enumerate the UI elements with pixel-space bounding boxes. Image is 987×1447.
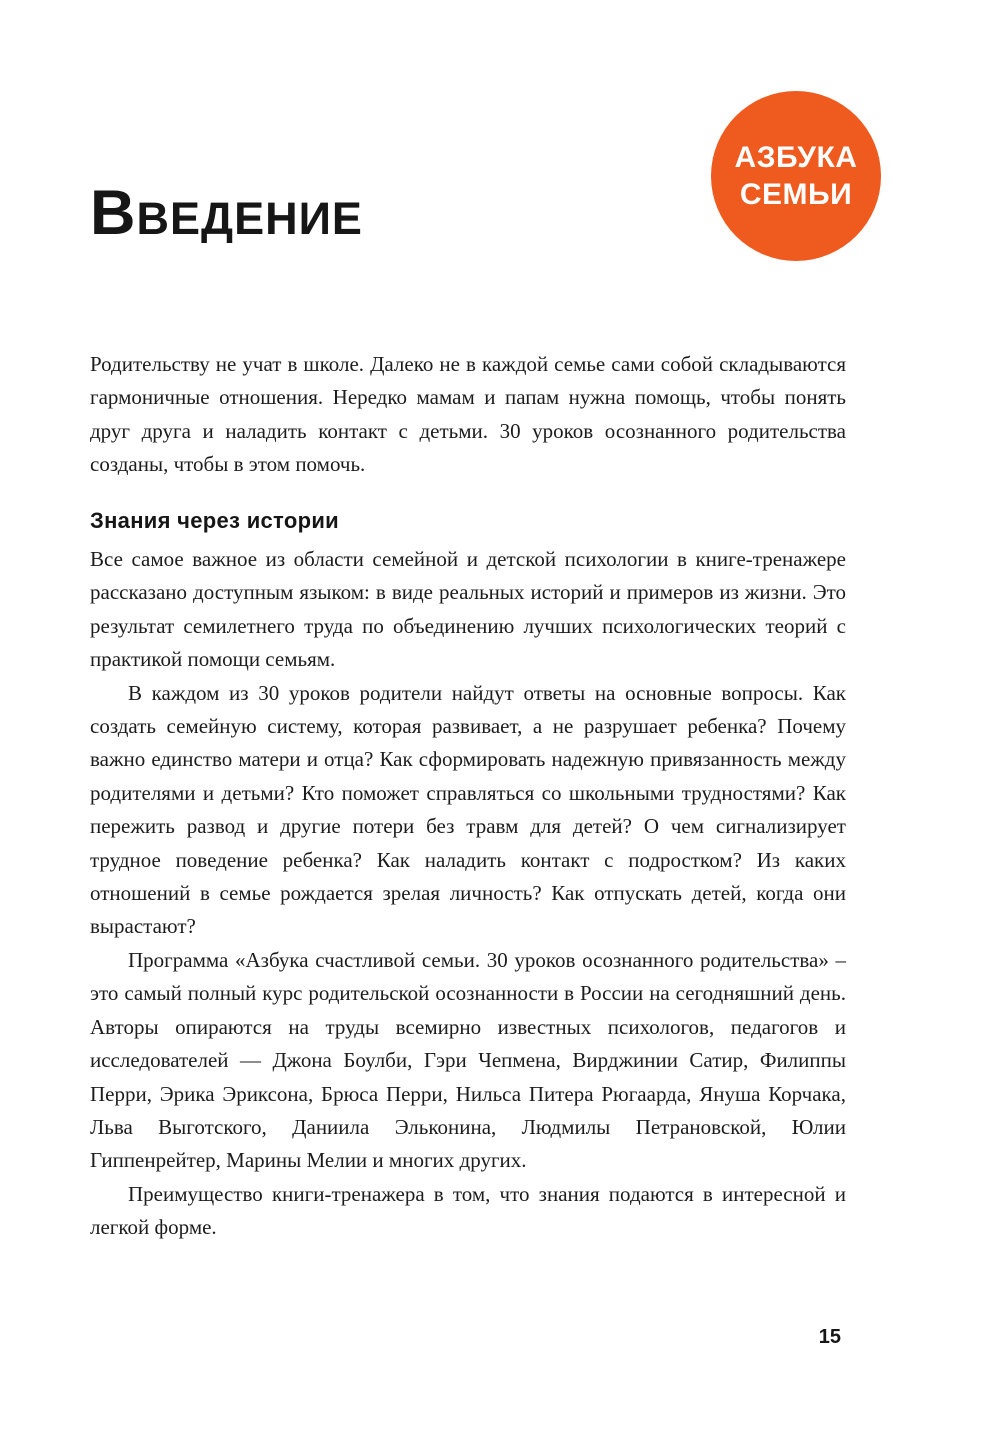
body-paragraph: Программа «Азбука счастливой семьи. 30 уроков осознанного родительства» – это самый полный курс родительской осознанности в России на сегодняшний день. Авторы опираются на труды всемирно известных психологов, педагогов и исследователей — Джона Боулби, Гэри Чепмена, Вирджинии Сатир, Филиппы Перри, Эрика Эриксона, Брюса Перри, Нильса Питера Рюгаарда, Януша Корчака, Льва Выготского, Даниила Эльконина, Людмилы Петрановской, Юлии Гиппенрейтер, Марины Мелии и многих других. (90, 947, 846, 1173)
body-paragraph: Преимущество книги-тренажера в том, что знания подаются в интересной и легкой форме. (90, 1181, 846, 1240)
page-content (90, 0, 846, 1245)
badge-text-line2: СЕМЬИ (739, 178, 853, 211)
page-number: 15 (818, 1326, 841, 1348)
body-paragraph: Все самое важное из области семейной и детской психологии в книге-тренажере рассказано доступным языком: в виде реальных историй и примеров из жизни. Это результат семилетнего труда по объединению лучших психологических теорий с практикой помощи семьям. (90, 547, 846, 672)
section-heading: Знания через истории (90, 507, 339, 533)
body-paragraph: В каждом из 30 уроков родители найдут ответы на основные вопросы. Как создать семейную систему, которая развивает, а не разрушает ребенка? Почему важно единство матери и отца? Как сформировать надежную привязанность между родителями и детьми? Кто поможет справляться со школьными трудностями? Как пережить развод и другие потери без травм для детей? О чем сигнализирует трудное поведение ребенка? Как наладить контакт с подростком? Из каких отношений в семье рождается зрелая личность? Как отпускать детей, когда они вырастают? (90, 680, 846, 939)
chapter-title: ВВЕДЕНИЕ (90, 178, 363, 248)
badge-text-line1: АЗБУКА (734, 141, 858, 174)
intro-paragraph: Родительству не учат в школе. Далеко не в каждой семье сами собой складываются гармоничные отношения. Нередко мамам и папам нужна помощь, чтобы понять друг друга и наладить контакт с детьми. 30 уроков осознанного родительства созданы, чтобы в этом помочь. (90, 352, 846, 477)
